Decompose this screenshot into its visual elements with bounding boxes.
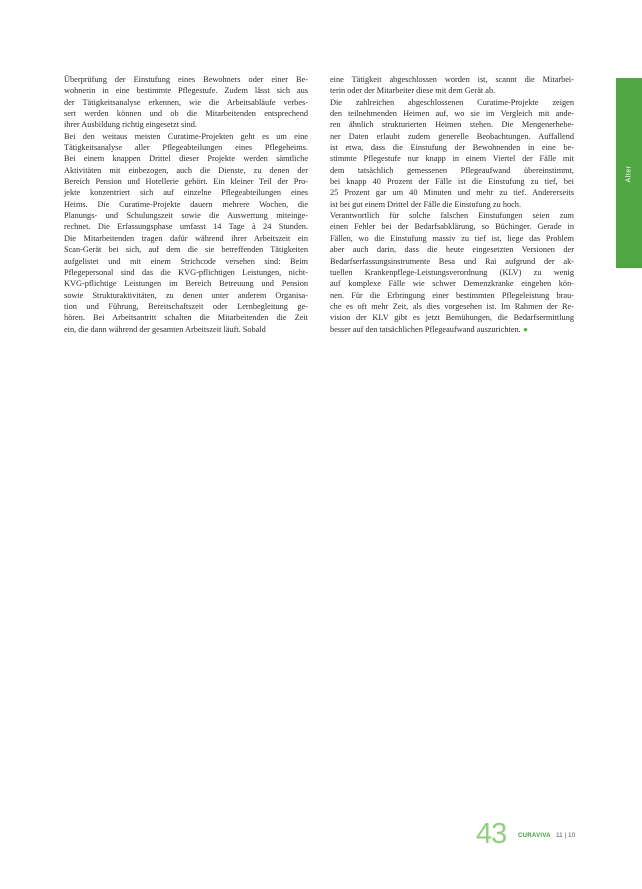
section-tab-label: Alter [625, 165, 633, 183]
text-line: eine Tätigkeit abgeschlossen worden ist, scannt die Mitarbei- [330, 75, 574, 84]
text-line: terin oder der Mitarbeiter diese mit dem Gerät ab. [330, 86, 496, 96]
text-line: den teilnehmenden Heimen auf, wo sie im Vergleich mit ande- [330, 109, 574, 119]
page-number: 43 [476, 818, 507, 850]
text-line: Pflegepersonal sind das die KVG-pflichtigen Leistungen, nicht- [64, 267, 308, 277]
text-line: ein, die dann während der gesamten Arbeitszeit läuft. Sobald [64, 324, 266, 334]
text-line: nen. Für die Erbringung einer bestimmten Pflegeleistung brau- [330, 290, 574, 300]
end-of-article-icon: ● [520, 324, 528, 334]
text-line: stimmte Pflegestufe nur knapp in einem Viertel der Fälle mit [330, 154, 574, 164]
text-line: Bedarfserfassungsinstrumente Besa und Rai aufgrund der ak- [330, 256, 574, 266]
text-line: der Tätigkeitsanalyse erkennen, wie die Arbeitsabläufe verbes- [64, 97, 308, 107]
text-line: che es oft mehr Zeit, als dies vorgesehen ist. Im Rahmen der Re- [330, 301, 574, 311]
text-line: aufgelistet und mit einem Strichcode versehen sind: Beim [64, 256, 308, 266]
article-column-left [64, 74, 308, 335]
text-line: tion und Führung, Bereitschaftszeit oder Lernbegleitung ge- [64, 301, 308, 311]
issue-number: 11 | 10 [556, 832, 576, 839]
text-line: ren ähnlich strukturierten Heimen stehen. Die Mengenerhebe- [330, 120, 574, 130]
text-line: Bei den weitaus meisten Curatime-Projekten geht es um eine [64, 131, 308, 141]
page-footer [476, 820, 606, 852]
text-line: Die Mitarbeitenden tragen dafür während ihrer Arbeitszeit ein [64, 233, 308, 243]
magazine-brand: CURAVIVA [518, 833, 551, 839]
text-line: jekte konzentriert sich auf einzelne Pflegeabteilungen eines [64, 188, 308, 198]
text-line: rechnet. Die Erfassungsphase umfasst 14 Tage à 24 Stunden. [64, 222, 308, 232]
text-line: tuellen Krankenpflege-Leistungsverordnung (KLV) zu wenig [330, 267, 574, 277]
text-line: KVG-pflichtige Leistungen im Bereich Betreuung und Pension [64, 279, 308, 289]
text-line: dem tatsächlich gemessenen Pflegeaufwand übereinstimmt, [330, 165, 574, 175]
text-line: wohnerin in eine bestimmte Pflegestufe. Zudem lässt sich aus [64, 86, 308, 96]
text-line: sert werden können und ob die Mitarbeitenden entsprechend [64, 109, 308, 119]
text-line: hören. Bei Arbeitsantritt schalten die Mitarbeitenden die Zeit [64, 313, 308, 323]
text-line: einen Fehler bei der Bedarfsabklärung, so Büchinger. Gerade in [330, 222, 574, 232]
text-line: Fällen, wo die Einstufung massiv zu tief ist, liege das Problem [330, 233, 574, 243]
text-line: Heims. Die Curatime-Projekte dauern mehrere Wochen, die [64, 199, 308, 209]
text-line: 25 Prozent gar um 40 Minuten und mehr zu tief. Andererseits [330, 188, 574, 198]
text-line: Planungs- und Schulungszeit sowie die Auswertung miteinge- [64, 211, 308, 221]
text-line: besser auf den tatsächlichen Pflegeaufwand auszurichten. ● [330, 324, 528, 334]
text-line: Bei einem knappen Drittel dieser Projekte werden sämtliche [64, 154, 308, 164]
section-tab [616, 78, 642, 268]
text-line: vision der KLV gibt es jetzt Bemühungen, die Bedarfsermittlung [330, 313, 574, 323]
text-line: ist etwa, dass die Einstufung der Bewohnenden in eine be- [330, 143, 574, 153]
text-line: Bereich Pension und Hotellerie gehört. Ein kleiner Teil der Pro- [64, 177, 308, 187]
text-line: Überprüfung der Einstufung eines Bewohners oder einer Be- [64, 75, 308, 84]
article-column-right [330, 74, 574, 335]
text-line: aber auch darin, dass die heute eingesetzten Versionen der [330, 245, 574, 255]
text-line: Aktivitäten mit einbezogen, auch die Dienste, zu denen der [64, 165, 308, 175]
text-line: bei knapp 40 Prozent der Fälle ist die Einstufung zu tief, bei [330, 177, 574, 187]
text-line: sowie Strukturaktivitäten, zu denen unter anderem Organisa- [64, 290, 308, 300]
text-line: ist bei gut einem Drittel der Fälle die Einstufung zu hoch. [330, 199, 522, 209]
text-line: Tätigkeitsanalyse aller Pflegeabteilungen eines Pflegeheims. [64, 143, 308, 153]
text-line: Verantwortlich für solche falschen Einstufungen seien zum [330, 211, 574, 221]
text-line: Scan-Gerät bei sich, auf dem die sie betreffenden Tätigkeiten [64, 245, 308, 255]
text-line: Die zahlreichen abgeschlossenen Curatime-Projekte zeigen [330, 97, 574, 107]
text-line: auf komplexe Fälle wie schwer Demenzkranke eingehen kön- [330, 279, 574, 289]
text-line: ihrer Ausbildung richtig eingesetzt sind. [64, 120, 197, 130]
text-line: ner Daten erlaubt zudem generelle Beobachtungen. Auffallend [330, 131, 574, 141]
